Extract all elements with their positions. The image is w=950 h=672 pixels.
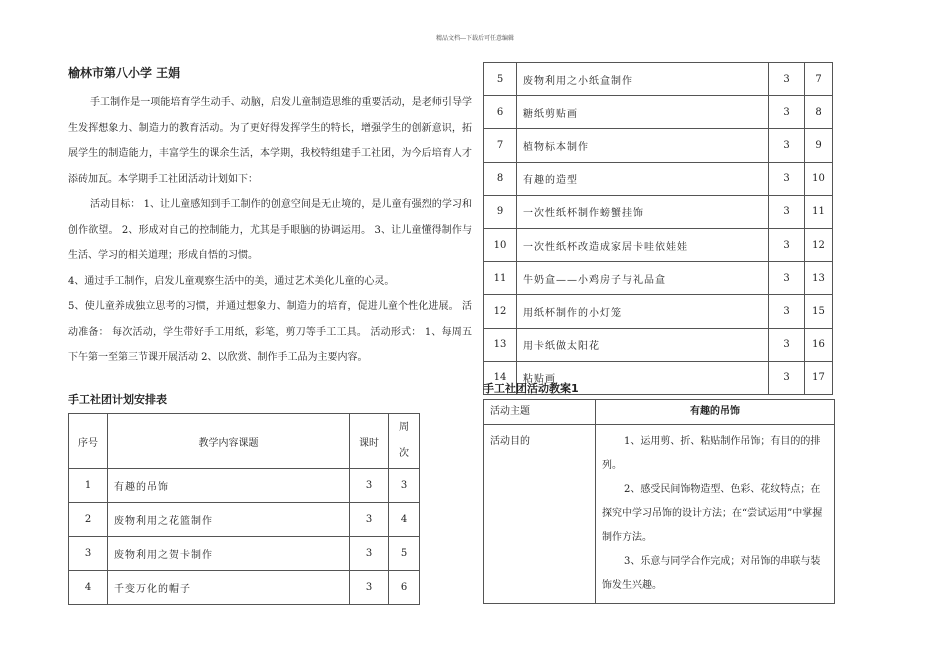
header-content: 教学内容课题 <box>108 414 350 469</box>
table-row <box>484 295 833 328</box>
schedule-title: 手工社团计划安排表 <box>68 393 167 406</box>
row-topic: 有趣的造型 <box>517 162 769 195</box>
row-no: 10 <box>484 228 517 261</box>
row-week: 17 <box>805 361 833 394</box>
row-no: 3 <box>69 537 108 571</box>
table-row <box>69 469 420 503</box>
goal-label: 活动目的 <box>484 425 596 604</box>
table-row <box>484 162 833 195</box>
row-week: 11 <box>805 195 833 228</box>
row-hours: 3 <box>769 262 805 295</box>
row-no: 5 <box>484 63 517 96</box>
table-row <box>69 503 420 537</box>
table-row <box>484 228 833 261</box>
row-no: 8 <box>484 162 517 195</box>
row-no: 1 <box>69 469 108 503</box>
row-topic: 废物利用之花篮制作 <box>108 503 350 537</box>
table-row <box>484 129 833 162</box>
row-no: 4 <box>69 571 108 605</box>
row-no: 11 <box>484 262 517 295</box>
row-hours: 3 <box>350 503 389 537</box>
row-hours: 3 <box>769 63 805 96</box>
row-no: 7 <box>484 129 517 162</box>
row-week: 7 <box>805 63 833 96</box>
table-row <box>484 63 833 96</box>
goal-5: 5、使儿童养成独立思考的习惯，并通过想象力、制造力的培育，促进儿童个性化进展。 活动准备： 每次活动，学生带好手工用纸，彩笔，剪刀等手工工具。 活动形式： 1、每周五下午第一至第三节课开展活动 2、以欣赏、制作手工品为主要内容。 <box>68 301 472 363</box>
row-topic: 用纸杯制作的小灯笼 <box>517 295 769 328</box>
schedule-table-right <box>483 62 833 395</box>
author-line: 榆林市第八小学 王娟 <box>68 66 181 80</box>
row-week: 3 <box>389 469 420 503</box>
row-hours: 3 <box>769 96 805 129</box>
row-no: 13 <box>484 328 517 361</box>
row-hours: 3 <box>350 469 389 503</box>
watermark-text: 精品文档---下载后可任意编辑 <box>435 35 515 42</box>
lesson-plan-table <box>483 399 835 604</box>
row-hours: 3 <box>769 129 805 162</box>
goal-4: 4、通过手工制作，启发儿童观察生活中的美，通过艺术美化儿童的心灵。 <box>68 275 395 287</box>
row-week: 15 <box>805 295 833 328</box>
row-week: 5 <box>389 537 420 571</box>
row-week: 16 <box>805 328 833 361</box>
intro-section <box>68 90 472 371</box>
row-topic: 废物利用之小纸盒制作 <box>517 63 769 96</box>
row-week: 9 <box>805 129 833 162</box>
goal-item: 3、乐意与同学合作完成；对吊饰的串联与装饰发生兴趣。 <box>602 556 821 591</box>
row-hours: 3 <box>769 195 805 228</box>
topic-label: 活动主题 <box>484 400 596 425</box>
row-topic: 糖纸剪贴画 <box>517 96 769 129</box>
row-topic: 千变万化的帽子 <box>108 571 350 605</box>
row-no: 2 <box>69 503 108 537</box>
header-hours: 课时 <box>350 414 389 469</box>
row-hours: 3 <box>350 571 389 605</box>
row-topic: 用卡纸做太阳花 <box>517 328 769 361</box>
row-topic: 有趣的吊饰 <box>108 469 350 503</box>
goal-item: 2、感受民间饰物造型、色彩、花纹特点；在探究中学习吊饰的设计方法；在“尝试运用”中掌握制作方法。 <box>602 484 823 543</box>
topic-value: 有趣的吊饰 <box>596 400 835 425</box>
schedule-table-left <box>68 413 420 605</box>
header-week: 周 次 <box>389 414 420 469</box>
row-no: 6 <box>484 96 517 129</box>
row-topic: 废物利用之贺卡制作 <box>108 537 350 571</box>
goals-paragraph: 活动目标： 1、让儿童感知到手工制作的创意空间是无止境的，是儿童有强烈的学习和创作欲望。 2、形成对自己的控制能力，尤其是手眼脑的协调运用。 3、让儿童懂得制作与生活、学习的相关道理；形成自悟的习惯。 <box>68 199 472 261</box>
goal-item: 1、运用剪、折、粘贴制作吊饰；有目的的排列。 <box>602 436 821 471</box>
row-week: 6 <box>389 571 420 605</box>
row-hours: 3 <box>769 228 805 261</box>
row-hours: 3 <box>769 295 805 328</box>
row-topic: 一次性纸杯制作螃蟹挂饰 <box>517 195 769 228</box>
table-header-row <box>69 414 420 469</box>
row-week: 13 <box>805 262 833 295</box>
row-topic: 粘贴画 <box>517 361 769 394</box>
table-row <box>484 195 833 228</box>
row-week: 12 <box>805 228 833 261</box>
row-topic: 植物标本制作 <box>517 129 769 162</box>
row-no: 9 <box>484 195 517 228</box>
lesson-title: 手工社团活动教案1 <box>483 382 579 395</box>
row-week: 10 <box>805 162 833 195</box>
table-row <box>484 328 833 361</box>
row-hours: 3 <box>769 361 805 394</box>
lesson-goal-row <box>484 425 835 604</box>
table-row <box>69 571 420 605</box>
table-row <box>484 96 833 129</box>
goal-content <box>596 425 835 604</box>
header-no: 序号 <box>69 414 108 469</box>
table-row <box>484 262 833 295</box>
row-hours: 3 <box>350 537 389 571</box>
row-no: 12 <box>484 295 517 328</box>
row-week: 8 <box>805 96 833 129</box>
row-topic: 一次性纸杯改造成家居卡哇依娃娃 <box>517 228 769 261</box>
lesson-topic-row <box>484 400 835 425</box>
table-row <box>69 537 420 571</box>
row-topic: 牛奶盒——小鸡房子与礼品盒 <box>517 262 769 295</box>
row-hours: 3 <box>769 162 805 195</box>
row-hours: 3 <box>769 328 805 361</box>
row-no: 14 <box>484 361 517 394</box>
row-week: 4 <box>389 503 420 537</box>
intro-paragraph: 手工制作是一项能培育学生动手、动脑，启发儿童制造思维的重要活动，是老师引导学生发挥想象力、制造力的教育活动。为了更好得发挥学生的特长，增强学生的创新意识，拓展学生的制造能力，丰富学生的课余生活，本学期，我校特组建手工社团，为今后培育人才添砖加瓦。本学期手工社团活动计划如下： <box>68 97 472 185</box>
